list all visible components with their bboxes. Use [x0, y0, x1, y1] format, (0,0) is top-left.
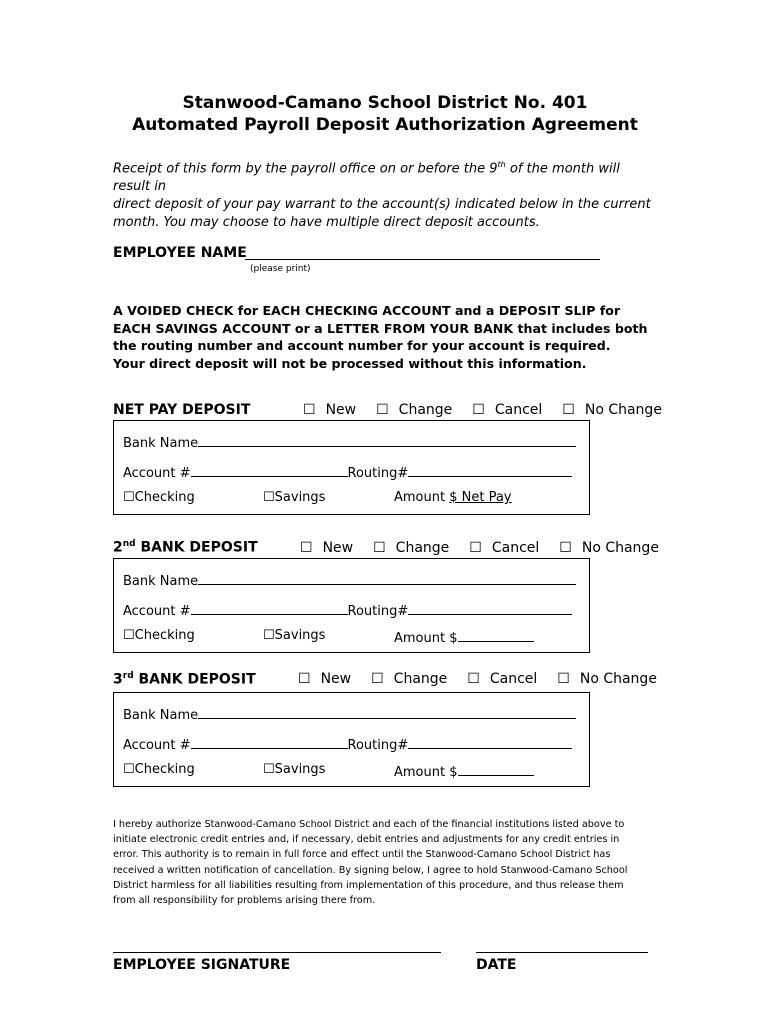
checkbox-icon: ☐	[263, 628, 275, 643]
notice-line-4: Your direct deposit will not be processed without this information.	[113, 355, 587, 371]
date-label: DATE	[476, 957, 517, 973]
second-deposit-options	[300, 540, 679, 556]
savings-checkbox[interactable]: ☐Savings	[263, 628, 326, 643]
auth-line-5: District harmless for all liabilities resulting from implementation of this procedure, and thus release them	[113, 879, 624, 891]
checkbox-icon: ☐	[123, 762, 135, 777]
notice-line-3: the routing number and account number for your account is required.	[113, 338, 611, 353]
option-new[interactable]: ☐ New	[303, 402, 357, 418]
employee-signature-field[interactable]	[113, 952, 441, 953]
auth-line-4: received a written notification of cancellation. By signing below, I agree to hold Stanwood-Camano School	[113, 864, 628, 876]
third-bank-deposit-box	[113, 692, 590, 787]
option-cancel[interactable]: ☐ Cancel	[467, 671, 538, 687]
account-number-field[interactable]	[191, 601, 348, 615]
employee-name-label: EMPLOYEE NAME	[113, 245, 247, 261]
account-routing-row: Account # Routing#	[123, 463, 572, 481]
intro-line-2: direct deposit of your pay warrant to the account(s) indicated below in the current	[113, 197, 651, 213]
option-no-change[interactable]: ☐ No Change	[557, 671, 657, 687]
auth-line-6: from all responsibility for problems arising there from.	[113, 895, 376, 907]
option-new[interactable]: ☐ New	[298, 671, 352, 687]
intro-line-1-end: of the month will result in	[113, 161, 620, 195]
checkbox-icon: ☐	[562, 402, 575, 418]
checkbox-icon: ☐	[123, 628, 135, 643]
form-title-agreement: Automated Payroll Deposit Authorization Agreement	[132, 115, 638, 135]
amount-field: Amount $	[394, 762, 534, 780]
auth-line-2: initiate electronic credit entries and, if necessary, debit entries and adjustments for any credit entries in	[113, 834, 620, 846]
amount-input[interactable]	[458, 762, 534, 776]
date-field[interactable]	[476, 952, 648, 953]
bank-name-row: Bank Name	[123, 433, 576, 451]
bank-name-field[interactable]	[198, 433, 576, 447]
account-number-field[interactable]	[191, 735, 348, 749]
checkbox-icon: ☐	[557, 671, 570, 687]
amount-input[interactable]	[458, 628, 534, 642]
bank-name-field[interactable]	[198, 571, 576, 585]
account-number-field[interactable]	[191, 463, 348, 477]
option-change[interactable]: ☐ Change	[376, 402, 453, 418]
intro-superscript: th	[497, 160, 506, 169]
auth-line-1: I hereby authorize Stanwood-Camano School District and each of the financial institutions listed above to	[113, 819, 625, 830]
notice-line-2: EACH SAVINGS ACCOUNT or a LETTER FROM YOUR BANK that includes both	[113, 320, 648, 336]
checkbox-icon: ☐	[371, 671, 384, 687]
checkbox-icon: ☐	[263, 762, 275, 777]
option-no-change[interactable]: ☐ No Change	[559, 540, 659, 556]
option-new[interactable]: ☐ New	[300, 540, 354, 556]
checkbox-icon: ☐	[123, 490, 135, 505]
second-bank-deposit-box	[113, 558, 590, 653]
routing-number-field[interactable]	[408, 463, 572, 477]
employee-signature-label: EMPLOYEE SIGNATURE	[113, 957, 291, 973]
checkbox-icon: ☐	[467, 671, 480, 687]
third-deposit-options	[298, 671, 677, 687]
savings-checkbox[interactable]: ☐Savings	[263, 490, 326, 505]
net-pay-deposit-box	[113, 420, 590, 515]
third-bank-deposit-title: 3rd BANK DEPOSIT	[113, 671, 256, 688]
notice-line-1: A VOIDED CHECK for EACH CHECKING ACCOUNT and a DEPOSIT SLIP for	[113, 303, 621, 318]
savings-checkbox[interactable]: ☐Savings	[263, 762, 326, 777]
form-title-district: Stanwood-Camano School District No. 401	[182, 93, 588, 113]
bank-name-field[interactable]	[198, 705, 576, 719]
checkbox-icon: ☐	[373, 540, 386, 556]
checkbox-icon: ☐	[469, 540, 482, 556]
checking-checkbox[interactable]: ☐Checking	[123, 762, 195, 777]
authorization-paragraph	[113, 817, 658, 908]
intro-paragraph	[113, 156, 658, 232]
checkbox-icon: ☐	[559, 540, 572, 556]
voided-check-notice	[113, 302, 673, 372]
intro-line-1: Receipt of this form by the payroll office on or before the 9	[113, 161, 498, 177]
net-pay-amount: $ Net Pay	[449, 490, 512, 505]
net-pay-deposit-title: NET PAY DEPOSIT	[113, 402, 251, 418]
option-change[interactable]: ☐ Change	[371, 671, 448, 687]
account-routing-row: Account # Routing#	[123, 735, 572, 753]
checking-checkbox[interactable]: ☐Checking	[123, 490, 195, 505]
option-no-change[interactable]: ☐ No Change	[562, 402, 662, 418]
checkbox-icon: ☐	[298, 671, 311, 687]
option-cancel[interactable]: ☐ Cancel	[469, 540, 540, 556]
amount-field: Amount $ Net Pay	[394, 490, 512, 505]
option-change[interactable]: ☐ Change	[373, 540, 450, 556]
bank-name-row: Bank Name	[123, 705, 576, 723]
routing-number-field[interactable]	[408, 735, 572, 749]
checkbox-icon: ☐	[303, 402, 316, 418]
intro-line-3: month. You may choose to have multiple direct deposit accounts.	[113, 215, 540, 231]
auth-line-3: error. This authority is to remain in full force and effect until the Stanwood-Camano School District has	[113, 849, 611, 861]
checking-checkbox[interactable]: ☐Checking	[123, 628, 195, 643]
please-print-note: (please print)	[250, 264, 311, 274]
net-pay-options	[303, 402, 682, 418]
amount-field: Amount $	[394, 628, 534, 646]
option-cancel[interactable]: ☐ Cancel	[472, 402, 543, 418]
account-routing-row: Account # Routing#	[123, 601, 572, 619]
employee-name-field[interactable]	[245, 259, 600, 260]
checkbox-icon: ☐	[376, 402, 389, 418]
checkbox-icon: ☐	[263, 490, 275, 505]
second-bank-deposit-title: 2nd BANK DEPOSIT	[113, 539, 258, 556]
checkbox-icon: ☐	[472, 402, 485, 418]
checkbox-icon: ☐	[300, 540, 313, 556]
routing-number-field[interactable]	[408, 601, 572, 615]
bank-name-row: Bank Name	[123, 571, 576, 589]
